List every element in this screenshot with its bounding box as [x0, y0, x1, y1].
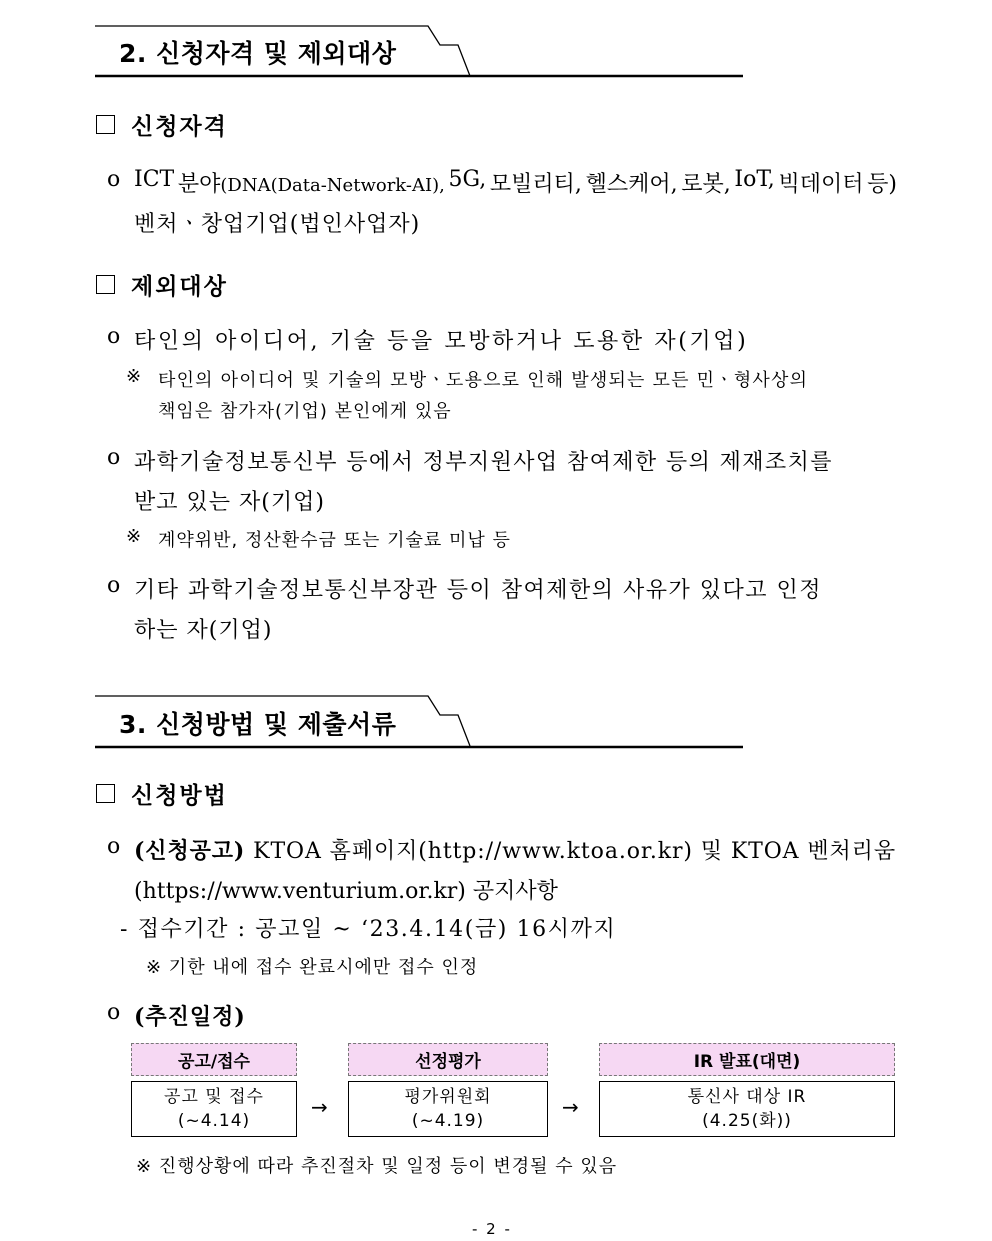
- text-field-word: 분야: [177, 172, 221, 197]
- exclusion-item2-line1: 과학기술정보통신부 등에서 정부지원사업 참여제한 등의 제재조치를: [134, 450, 833, 475]
- arrow-right-icon: →: [311, 1095, 328, 1119]
- text-bigdata: 빅데이터: [778, 172, 864, 197]
- announce-period: - 접수기간 : 공고일 ~ ‘23.4.14(금) 16시까지: [120, 917, 617, 942]
- text-mobility: 모빌리티,: [489, 172, 582, 197]
- schedule-step3-head-text: IR 발표(대면): [693, 1052, 801, 1072]
- schedule-step2-line2: (~4.19): [411, 1111, 485, 1131]
- schedule-step1-line1: 공고 및 접수: [164, 1087, 264, 1107]
- announce-line1-rest: KTOA 홈페이지(http://www.ktoa.or.kr) 및 KTOA 벤처리움: [253, 839, 896, 864]
- page-number: - 2 -: [472, 1220, 512, 1238]
- exclusion-item3-bullet: o: [107, 573, 122, 598]
- schedule-label: (추진일정): [134, 1004, 246, 1030]
- schedule-step1-line2: (~4.14): [177, 1111, 251, 1131]
- text-healthcare: 헬스케어,: [585, 172, 678, 197]
- schedule-step1-head-text: 공고/접수: [178, 1052, 250, 1072]
- checkbox-icon: [96, 784, 115, 803]
- text-5g: 5G,: [448, 167, 487, 192]
- schedule-step2-head-text: 선정평가: [415, 1052, 481, 1072]
- eligibility-item-line1: [134, 167, 897, 198]
- exclusion-heading: [96, 268, 228, 301]
- eligibility-item-line2: 벤처ㆍ창업기업(법인사업자): [134, 212, 421, 237]
- eligibility-heading-text: 신청자격: [131, 113, 228, 140]
- section2-title: 2. 신청자격 및 제외대상: [119, 39, 397, 68]
- text-field: [178, 167, 445, 198]
- exclusion-item1-bullet: o: [107, 324, 122, 349]
- schedule-step3-line2: (4.25(화)): [702, 1111, 792, 1131]
- announce-line1: [134, 834, 896, 865]
- exclusion-item1-line1: 타인의 아이디어, 기술 등을 모방하거나 도용한 자(기업): [134, 329, 749, 354]
- schedule-step3-box: [599, 1081, 895, 1137]
- exclusion-item1-note-mark: ※: [126, 366, 143, 387]
- eligibility-heading: [96, 108, 228, 141]
- arrow-right-icon: →: [562, 1095, 579, 1119]
- announce-note: ※ 기한 내에 접수 완료시에만 접수 인정: [146, 957, 479, 978]
- checkbox-icon: [96, 275, 115, 294]
- schedule-step3-head: [599, 1043, 895, 1076]
- schedule-step2-line1: 평가위원회: [404, 1087, 492, 1107]
- method-heading-text: 신청방법: [131, 782, 228, 809]
- section3-title-frame: [0, 670, 992, 760]
- section2-title-frame: [0, 0, 992, 90]
- method-heading: [96, 777, 228, 810]
- schedule-step3-line1: 통신사 대상 IR: [687, 1087, 807, 1107]
- exclusion-item3-line1: 기타 과학기술정보통신부장관 등이 참여제한의 사유가 있다고 인정: [134, 578, 823, 603]
- schedule-step2-box: [348, 1081, 548, 1137]
- exclusion-item1-note-line2: 책임은 참가자(기업) 본인에게 있음: [158, 401, 452, 422]
- schedule-note: ※ 진행상황에 따라 추진절차 및 일정 등이 변경될 수 있음: [136, 1156, 618, 1177]
- schedule-bullet: o: [107, 1000, 122, 1025]
- schedule-step1-head: [131, 1043, 297, 1076]
- text-etc: 등): [867, 172, 897, 197]
- eligibility-item-bullet: o: [107, 167, 122, 192]
- exclusion-item3-line2: 하는 자(기업): [134, 618, 273, 643]
- text-robot: 로봇,: [681, 172, 731, 197]
- text-dna: (DNA(Data-Network-AI),: [220, 175, 445, 196]
- announce-label: (신청공고): [134, 838, 246, 864]
- exclusion-item2-bullet: o: [107, 445, 122, 470]
- exclusion-item2-note-mark: ※: [126, 526, 143, 547]
- section3-title: 3. 신청방법 및 제출서류: [119, 710, 397, 739]
- text-ict: ICT: [134, 167, 175, 192]
- checkbox-icon: [96, 115, 115, 134]
- exclusion-item1-note-line1: 타인의 아이디어 및 기술의 모방ㆍ도용으로 인해 발생되는 모든 민ㆍ형사상의: [158, 370, 809, 391]
- announce-bullet: o: [107, 834, 122, 859]
- exclusion-heading-text: 제외대상: [131, 273, 228, 300]
- exclusion-item2-note-line1: 계약위반, 정산환수금 또는 기술료 미납 등: [158, 530, 511, 551]
- text-iot: IoT,: [734, 167, 775, 192]
- exclusion-item2-line2: 받고 있는 자(기업): [134, 490, 325, 515]
- schedule-step2-head: [348, 1043, 548, 1076]
- announce-line2: (https://www.venturium.or.kr) 공지사항: [134, 879, 558, 904]
- schedule-step1-box: [131, 1081, 297, 1137]
